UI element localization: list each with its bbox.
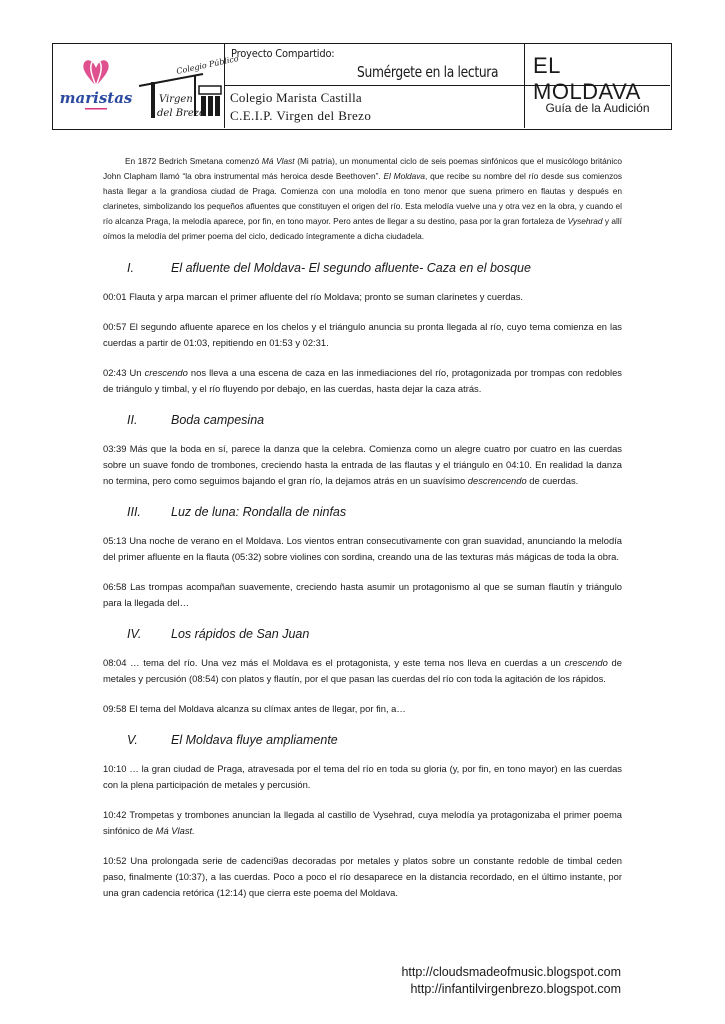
logos-cell [53, 44, 240, 128]
timeline-paragraph [103, 533, 622, 565]
project-cell [225, 44, 525, 86]
text-run: 10:10 … la gran ciudad de Praga, atravesada por el tema del río en toda su gloria (y, por fin, en tono mayor) en las cuerdas con la plena participación de metales y percusión. [103, 762, 622, 790]
text-run: 00:57 El segundo afluente aparece en los chelos y el triángulo anuncia su pronta llegada al río, cuyo tema comienza en las cuerdas a partir de 01:03, repitiendo en 01:53 y 02:31. [103, 320, 622, 348]
section-number: I. [127, 260, 134, 275]
section-number: II. [127, 412, 138, 427]
section-heading [127, 413, 622, 427]
section-heading [127, 733, 622, 747]
colegio-logo [133, 52, 240, 126]
timeline-paragraph [103, 579, 622, 611]
section-title: Los rápidos de San Juan [171, 626, 310, 641]
italic-text: El Moldava [383, 171, 426, 182]
timeline-paragraph [103, 289, 622, 305]
text-run: de cuerdas. [526, 474, 579, 486]
project-name: Sumérgete en la lectura [356, 63, 498, 81]
text-run: (Mi patria), un monumental ciclo de seis poemas sinfónicos que el musicólogo británico John Clapham llamó “la obra instrumental más heroica desde Beethoven”. [103, 156, 622, 182]
section-number: III. [127, 504, 141, 519]
section-title: El afluente del Moldava- El segundo afluente- Caza en el bosque [171, 260, 531, 275]
colegio-logo-line3: del Brezo [157, 108, 206, 119]
text-run: , que recibe su nombre del río desde sus comienzos hasta llegar a la grandiosa ciudad de Praga. Comienza con una molodía en tono menor que suena primero en flautas y después en clarinetes, simbolizando los pequeños afluentes que constituyen el origen del río. Esta melodía vuelve una y otra vez en la obra, y cuando el río alcanza Praga, la melodía aparece, por fin, en tono mayor. Pero antes de llegar a su destino, pasa por la gran fortaleza de [103, 171, 622, 227]
maristas-logo-text: maristas [59, 89, 133, 107]
text-run: En 1872 Bedrich Smetana comenzó [125, 156, 262, 166]
text-run: 10:52 Una prolongada serie de cadenci9as decoradas por metales y platos sobre un constante redoble de timbal ceden paso, finalmente (10:37), a las cuerdas. Poco a poco el río desaparece en la distancia recordado, en el último instante, por una gran cadencia retórica (12:14) que cierra este poema del Moldava. [103, 854, 622, 898]
text-run: 00:01 Flauta y arpa marcan el primer afluente del río Moldava; pronto se suman clarinetes y cuerdas. [103, 290, 524, 302]
document-subtitle: Guía de la Audición [545, 101, 650, 115]
section-title: Luz de luna: Rondalla de ninfas [171, 504, 347, 519]
text-run: de metales y percusión (08:54) con platos y flautín, por el que pasan las cuerdas del río con toda la agitación de los rápidos. [103, 656, 622, 684]
section-number: V. [127, 732, 138, 747]
colegio-logo-line2: Virgen [159, 94, 193, 105]
section-number: IV. [127, 626, 142, 641]
project-label: Proyecto Compartido: [231, 47, 335, 60]
text-run: 09:58 El tema del Moldava alcanza su clímax antes de llegar, por fin, a… [103, 702, 406, 714]
timeline-paragraph [103, 365, 622, 397]
section-title: Boda campesina [171, 412, 265, 427]
section-title: El Moldava fluye ampliamente [171, 732, 338, 747]
colegio-logo-line1: Colegio Público [175, 53, 240, 76]
footer-link-1[interactable]: http://cloudsmadeofmusic.blogspot.com [401, 965, 621, 979]
text-run: 02:43 Un [103, 366, 145, 378]
timeline-paragraph [103, 319, 622, 351]
italic-text: Má Vlast. [155, 824, 195, 836]
timeline-paragraph [103, 807, 622, 839]
timeline-paragraph [103, 761, 622, 793]
text-run: 06:58 Las trompas acompañan suavemente, creciendo hasta asumir un protagonismo al que se suman flautín y triángulo para la llegada del… [103, 580, 622, 608]
guide-cell [525, 86, 670, 128]
text-run: 05:13 Una noche de verano en el Moldava. Los vientos entran consecutivamente con gran suavidad, anunciando la melodía del primer afluente en la flauta (05:32) sobre violines con sordina, creando una de las texturas más mágicas de toda la obra. [103, 534, 622, 562]
text-run: 03:39 Más que la boda en sí, parece la danza que la celebra. Comienza como un alegre cuatro por cuatro en las cuerdas sobre un suave fondo de trombones, creciendo hasta la entrada de las flautas y el triángulo en 04:10. En realidad la danza no termina, pero como seguimos bajando el gran río, la dejamos atrás en un suavísimo [103, 442, 622, 486]
italic-text: Má Vlast [261, 156, 295, 166]
section-heading [127, 627, 622, 641]
timeline-paragraph [103, 441, 622, 489]
text-run: nos lleva a una escena de caza en las inmediaciones del río, protagonizada por trompas con redobles de triángulo y timbal, y el río fluyendo por debajo, en las cuerdas, hasta dejar la caza atrás. [103, 366, 622, 394]
sections-container [103, 261, 622, 901]
footer-link-2[interactable]: http://infantilvirgenbrezo.blogspot.com [410, 982, 621, 996]
italic-text: crescendo [144, 366, 188, 378]
document-header [52, 43, 672, 130]
timeline-paragraph [103, 853, 622, 901]
text-run: 08:04 … tema del río. Una vez más el Moldava es el protagonista, y este tema nos lleva en cuerdas a un [103, 656, 565, 668]
text-run: y allí oímos la melodía del primer poema del ciclo, dedicado íntegramente a dicha ciudadela. [103, 216, 622, 242]
document-title: EL MOLDAVA [533, 53, 641, 104]
school-cell [225, 86, 525, 128]
section-heading [127, 261, 622, 275]
text-run: 10:42 Trompetas y trombones anuncian la llegada al castillo de Vysehrad, cuya melodía ya protagonizaba el primer poema sinfónico de [103, 808, 622, 836]
document-body [103, 154, 622, 915]
maristas-logo [59, 56, 133, 118]
section-heading [127, 505, 622, 519]
italic-text: descrencendo [467, 474, 527, 486]
title-cell [525, 44, 670, 104]
school-name-2: C.E.I.P. Virgen del Brezo [230, 108, 372, 123]
intro-paragraph [103, 154, 622, 245]
italic-text: Vysehrad [567, 216, 603, 227]
school-name-1: Colegio Marista Castilla [230, 90, 362, 105]
footer-links [401, 964, 621, 998]
timeline-paragraph [103, 701, 622, 717]
timeline-paragraph [103, 655, 622, 687]
italic-text: crescendo [564, 656, 608, 668]
